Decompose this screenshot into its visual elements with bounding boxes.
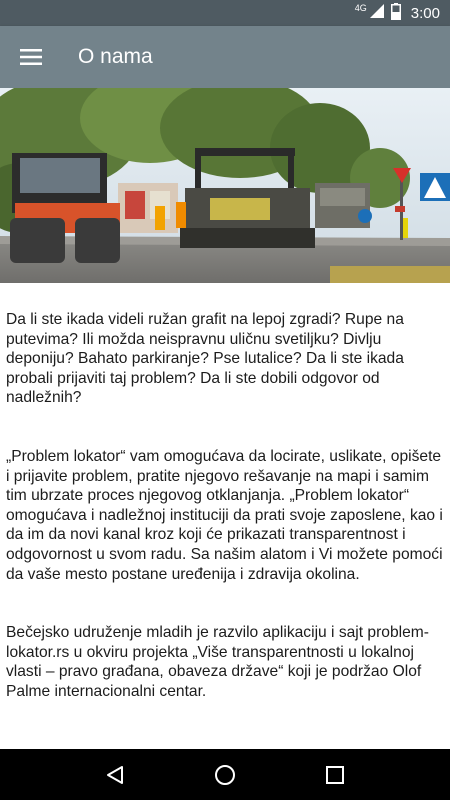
back-icon bbox=[105, 765, 125, 785]
page-title: O nama bbox=[78, 45, 153, 68]
clock: 3:00 bbox=[410, 4, 440, 22]
home-icon bbox=[214, 764, 236, 786]
network-type: 4G bbox=[354, 3, 367, 13]
menu-button[interactable] bbox=[0, 26, 62, 88]
back-button[interactable] bbox=[95, 755, 135, 795]
app-bar bbox=[0, 26, 450, 88]
status-bar bbox=[0, 0, 450, 26]
about-content bbox=[6, 310, 446, 741]
navigation-bar bbox=[0, 749, 450, 800]
recents-button[interactable] bbox=[315, 755, 355, 795]
paragraph-credits: Bečejsko udruženje mladih je razvilo aplikaciju i sajt problem-lokator.rs u okviru projekta „Više transparentnosti u lokalnoj vlasti – pravo građana, obaveza države“ koji je podržao Olof Palme internacionalni centar. bbox=[6, 624, 429, 700]
paragraph-intro: Da li ste ikada videli ružan grafit na lepoj zgradi? Rupe na putevima? Ili možda neispravnu uličnu svetiljku? Divlju deponiju? Bahato parkiranje? Pse lutalice? Da li ste ikada probali prijaviti taj problem? Da li ste dobili odgovor od nadležnih? bbox=[6, 311, 404, 407]
hero-image bbox=[0, 88, 450, 283]
hamburger-menu-icon bbox=[20, 49, 42, 65]
battery-icon bbox=[391, 3, 401, 24]
recents-icon bbox=[326, 766, 344, 784]
road-construction-photo bbox=[0, 88, 450, 283]
paragraph-app-description: „Problem lokator“ vam omogućava da locirate, uslikate, opišete i prijavite problem, pratite njegovo rešavanje na mapi i samim tim ubrzate proces njegovog otklanjanja. „Problem lokator“ omogućava i nadležnoj instituciji da prati svoje zaposlene, kao i da im da novi kanal kroz koji će prikazati transparentnost i odgovornost u svom radu. Sa našim alatom i Vi možete pomoći da vaše mesto postane uređenija i zdravija okolina. bbox=[6, 447, 443, 583]
home-button[interactable] bbox=[205, 755, 245, 795]
signal-icon bbox=[369, 3, 385, 23]
